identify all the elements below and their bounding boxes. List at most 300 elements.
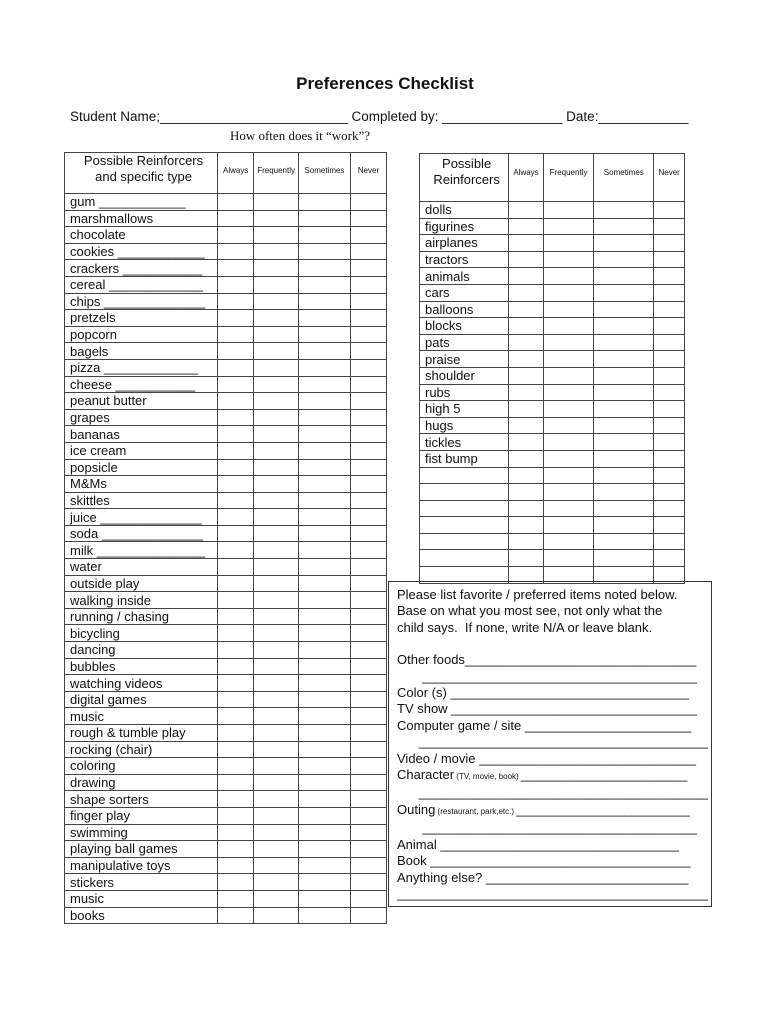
food-table-rating-cell-always[interactable] — [218, 459, 254, 476]
food-table-rating-cell-always[interactable] — [218, 675, 254, 692]
food-table-rating-cell-never[interactable] — [351, 525, 387, 542]
toy-table-rating-cell-sometimes[interactable] — [594, 284, 654, 301]
toy-table-rating-cell-always[interactable] — [509, 318, 544, 335]
toy-table-rating-cell-sometimes[interactable] — [594, 218, 654, 235]
food-table-rating-cell-never[interactable] — [351, 409, 387, 426]
food-table-rating-cell-sometimes[interactable] — [298, 675, 350, 692]
toy-table-rating-cell-frequently[interactable] — [543, 434, 593, 451]
food-table-item-label: water — [65, 559, 218, 576]
food-table-rating-cell-sometimes[interactable] — [298, 525, 350, 542]
food-table-rating-cell-always[interactable] — [218, 210, 254, 227]
food-table-item-label: M&Ms — [65, 476, 218, 493]
food-table-rating-cell-sometimes[interactable] — [298, 542, 350, 559]
food-table-rating-cell-always[interactable] — [218, 857, 254, 874]
toy-table-rating-cell-sometimes[interactable] — [594, 533, 654, 550]
food-table-rating-cell-frequently[interactable] — [254, 658, 299, 675]
toy-table-rating-cell-always[interactable] — [509, 235, 544, 252]
food-table-rating-cell-always[interactable] — [218, 243, 254, 260]
food-table-rating-cell-frequently[interactable] — [254, 359, 299, 376]
toy-table-rating-cell-never[interactable] — [654, 284, 685, 301]
food-table-rating-cell-sometimes[interactable] — [298, 492, 350, 509]
food-table-rating-cell-never[interactable] — [351, 194, 387, 211]
food-table-rating-cell-frequently[interactable] — [254, 575, 299, 592]
food-table-rating-cell-frequently[interactable] — [254, 293, 299, 310]
food-table-rating-cell-sometimes[interactable] — [298, 791, 350, 808]
food-table-rating-cell-frequently[interactable] — [254, 492, 299, 509]
food-table-rating-cell-always[interactable] — [218, 525, 254, 542]
food-table-rating-cell-always[interactable] — [218, 758, 254, 775]
toy-table-rating-cell-always[interactable] — [509, 251, 544, 268]
food-table-rating-cell-never[interactable] — [351, 476, 387, 493]
outing-field[interactable] — [397, 802, 711, 820]
food-table-rating-cell-always[interactable] — [218, 293, 254, 310]
food-table-rating-cell-always[interactable] — [218, 741, 254, 758]
food-table-rating-cell-always[interactable] — [218, 658, 254, 675]
food-table-rating-cell-frequently[interactable] — [254, 807, 299, 824]
food-table-rating-cell-always[interactable] — [218, 509, 254, 526]
food-table-rating-cell-always[interactable] — [218, 260, 254, 277]
food-table-rating-cell-never[interactable] — [351, 741, 387, 758]
toy-table-rating-cell-sometimes[interactable] — [594, 268, 654, 285]
food-table-rating-cell-frequently[interactable] — [254, 210, 299, 227]
food-table-rating-cell-never[interactable] — [351, 243, 387, 260]
toy-table-rating-cell-always[interactable] — [509, 301, 544, 318]
food-table-rating-cell-never[interactable] — [351, 575, 387, 592]
food-table-rating-cell-sometimes[interactable] — [298, 592, 350, 609]
food-table-rating-cell-frequently[interactable] — [254, 476, 299, 493]
toy-table-rating-cell-never[interactable] — [654, 533, 685, 550]
character-label: Character — [397, 767, 455, 783]
food-table-rating-cell-never[interactable] — [351, 492, 387, 509]
computer-game-field[interactable]: Computer game / site _______________________ — [397, 717, 692, 733]
food-table-rating-cell-always[interactable] — [218, 227, 254, 244]
computer-game-field-continued[interactable]: ________________________________________ — [397, 734, 708, 750]
food-table-rating-cell-never[interactable] — [351, 359, 387, 376]
toy-table-rating-cell-frequently[interactable] — [543, 384, 593, 401]
food-table-rating-cell-always[interactable] — [218, 559, 254, 576]
food-table-item-label: grapes — [65, 409, 218, 426]
toy-table-rating-cell-never[interactable] — [654, 301, 685, 318]
food-table-rating-cell-frequently[interactable] — [254, 426, 299, 443]
other-foods-field[interactable]: Other foods________________________________ — [397, 652, 697, 668]
food-table-rating-cell-frequently[interactable] — [254, 691, 299, 708]
food-table-rating-cell-never[interactable] — [351, 890, 387, 907]
book-field[interactable]: Book ____________________________________ — [397, 853, 691, 869]
food-table-rating-cell-sometimes[interactable] — [298, 841, 350, 858]
food-table-rating-cell-frequently[interactable] — [254, 442, 299, 459]
toy-table-rating-cell-frequently[interactable] — [543, 500, 593, 517]
food-table-rating-cell-never[interactable] — [351, 608, 387, 625]
food-table-rating-cell-frequently[interactable] — [254, 708, 299, 725]
food-table-rating-cell-frequently[interactable] — [254, 509, 299, 526]
toy-table-rating-cell-always[interactable] — [509, 334, 544, 351]
food-table-rating-cell-always[interactable] — [218, 625, 254, 642]
toy-table-rating-cell-never[interactable] — [654, 384, 685, 401]
food-table-rating-cell-sometimes[interactable] — [298, 874, 350, 891]
food-table-rating-cell-always[interactable] — [218, 476, 254, 493]
toy-table-rating-cell-always[interactable] — [509, 284, 544, 301]
food-table-rating-cell-sometimes[interactable] — [298, 559, 350, 576]
toy-table-rating-cell-always[interactable] — [509, 417, 544, 434]
food-table-rating-cell-frequently[interactable] — [254, 907, 299, 924]
food-table-rating-cell-sometimes[interactable] — [298, 907, 350, 924]
food-table-rating-cell-never[interactable] — [351, 376, 387, 393]
food-table-rating-cell-never[interactable] — [351, 708, 387, 725]
food-table-rating-cell-sometimes[interactable] — [298, 476, 350, 493]
toy-table-rating-cell-never[interactable] — [654, 218, 685, 235]
toy-table-rating-cell-sometimes[interactable] — [594, 318, 654, 335]
toy-table-rating-cell-frequently[interactable] — [543, 517, 593, 534]
toy-table-rating-cell-frequently[interactable] — [543, 235, 593, 252]
toy-table-rating-cell-always[interactable] — [509, 401, 544, 418]
food-table-rating-cell-never[interactable] — [351, 625, 387, 642]
food-table-rating-cell-sometimes[interactable] — [298, 642, 350, 659]
toy-table-rating-cell-frequently[interactable] — [543, 334, 593, 351]
food-table-rating-cell-always[interactable] — [218, 890, 254, 907]
toy-table-rating-cell-always[interactable] — [509, 500, 544, 517]
food-table-rating-cell-frequently[interactable] — [254, 276, 299, 293]
food-table-rating-cell-never[interactable] — [351, 426, 387, 443]
food-table-rating-cell-sometimes[interactable] — [298, 194, 350, 211]
toy-table-rating-cell-frequently[interactable] — [543, 318, 593, 335]
food-table-rating-cell-never[interactable] — [351, 293, 387, 310]
food-table-item-label: outside play — [65, 575, 218, 592]
food-table-rating-cell-never[interactable] — [351, 559, 387, 576]
toy-table-rating-cell-always[interactable] — [509, 517, 544, 534]
food-table-rating-cell-frequently[interactable] — [254, 874, 299, 891]
toy-table-rating-cell-frequently[interactable] — [543, 450, 593, 467]
food-table-rating-cell-never[interactable] — [351, 725, 387, 742]
food-table-rating-cell-never[interactable] — [351, 857, 387, 874]
food-table-rating-cell-always[interactable] — [218, 194, 254, 211]
toy-table-rating-cell-frequently[interactable] — [543, 251, 593, 268]
food-table-rating-cell-sometimes[interactable] — [298, 774, 350, 791]
toy-table-header-title: Possible — [442, 156, 492, 171]
toy-table-rating-cell-always[interactable] — [509, 367, 544, 384]
food-table-rating-cell-never[interactable] — [351, 824, 387, 841]
food-table-rating-cell-frequently[interactable] — [254, 625, 299, 642]
toy-table-rating-cell-never[interactable] — [654, 417, 685, 434]
food-table-rating-cell-sometimes[interactable] — [298, 459, 350, 476]
food-table-rating-cell-frequently[interactable] — [254, 741, 299, 758]
tv-show-field[interactable]: TV show __________________________________ — [397, 701, 698, 717]
food-table-rating-cell-never[interactable] — [351, 658, 387, 675]
food-table-rating-cell-sometimes[interactable] — [298, 409, 350, 426]
toy-table-rating-cell-frequently[interactable] — [543, 367, 593, 384]
food-table-rating-cell-always[interactable] — [218, 343, 254, 360]
toy-table-item-label: praise — [420, 351, 509, 368]
food-table-rating-cell-never[interactable] — [351, 227, 387, 244]
food-table-rating-cell-frequently[interactable] — [254, 592, 299, 609]
toy-table-rating-cell-frequently[interactable] — [543, 202, 593, 219]
toy-table-row — [420, 251, 685, 268]
food-table-rating-cell-never[interactable] — [351, 758, 387, 775]
toy-table-rating-cell-sometimes[interactable] — [594, 351, 654, 368]
food-table-rating-cell-frequently[interactable] — [254, 841, 299, 858]
food-table-rating-cell-never[interactable] — [351, 260, 387, 277]
food-table-rating-cell-never[interactable] — [351, 691, 387, 708]
toy-table-rating-cell-sometimes[interactable] — [594, 367, 654, 384]
food-table-rating-cell-frequently[interactable] — [254, 824, 299, 841]
food-table-rating-cell-always[interactable] — [218, 874, 254, 891]
toy-table-row — [420, 318, 685, 335]
food-table-rating-cell-never[interactable] — [351, 393, 387, 410]
toy-table-row — [420, 517, 685, 534]
toy-table-rating-cell-frequently[interactable] — [543, 301, 593, 318]
food-table-rating-cell-sometimes[interactable] — [298, 293, 350, 310]
food-table-rating-cell-never[interactable] — [351, 774, 387, 791]
toy-table-rating-cell-always[interactable] — [509, 202, 544, 219]
food-table-rating-cell-frequently[interactable] — [254, 393, 299, 410]
food-table-rating-cell-always[interactable] — [218, 824, 254, 841]
food-table-rating-cell-always[interactable] — [218, 442, 254, 459]
food-table-rating-cell-always[interactable] — [218, 426, 254, 443]
food-table-rating-cell-never[interactable] — [351, 542, 387, 559]
food-table-rating-cell-always[interactable] — [218, 492, 254, 509]
food-table-rating-cell-always[interactable] — [218, 642, 254, 659]
food-table-rating-cell-frequently[interactable] — [254, 376, 299, 393]
outing-field-continued[interactable]: ______________________________________ — [397, 820, 698, 836]
toy-table-rating-cell-always[interactable] — [509, 450, 544, 467]
food-table-rating-cell-always[interactable] — [218, 807, 254, 824]
food-table-rating-cell-always[interactable] — [218, 326, 254, 343]
food-table-rating-cell-always[interactable] — [218, 725, 254, 742]
food-table-rating-cell-sometimes[interactable] — [298, 608, 350, 625]
food-table-item-label: music — [65, 708, 218, 725]
food-table-rating-cell-never[interactable] — [351, 874, 387, 891]
toy-table-rating-cell-frequently[interactable] — [543, 218, 593, 235]
toy-table-rating-cell-never[interactable] — [654, 450, 685, 467]
toy-table-rating-cell-never[interactable] — [654, 517, 685, 534]
food-table-rating-cell-never[interactable] — [351, 326, 387, 343]
toy-table-rating-cell-never[interactable] — [654, 351, 685, 368]
food-table-rating-cell-always[interactable] — [218, 393, 254, 410]
anything-else-field[interactable]: Anything else? ____________________________ — [397, 869, 689, 885]
toy-table-rating-cell-never[interactable] — [654, 334, 685, 351]
food-table-item-label: peanut butter — [65, 393, 218, 410]
food-table-rating-cell-sometimes[interactable] — [298, 426, 350, 443]
toy-table-rating-cell-always[interactable] — [509, 218, 544, 235]
toy-table-rating-cell-never[interactable] — [654, 367, 685, 384]
food-table-rating-cell-frequently[interactable] — [254, 326, 299, 343]
toy-table-rating-cell-never[interactable] — [654, 268, 685, 285]
food-table-header-item — [65, 153, 218, 194]
toy-table-rating-cell-always[interactable] — [509, 434, 544, 451]
food-table-rating-cell-frequently[interactable] — [254, 559, 299, 576]
other-foods-field-continued[interactable]: ______________________________________ — [397, 668, 698, 684]
food-table-rating-cell-frequently[interactable] — [254, 194, 299, 211]
toy-table-rating-cell-sometimes[interactable] — [594, 467, 654, 484]
food-table-rating-cell-sometimes[interactable] — [298, 243, 350, 260]
toy-table-row — [420, 550, 685, 567]
food-table-rating-cell-always[interactable] — [218, 841, 254, 858]
toy-table-rating-cell-sometimes[interactable] — [594, 334, 654, 351]
food-table-rating-cell-frequently[interactable] — [254, 525, 299, 542]
food-table-rating-cell-never[interactable] — [351, 675, 387, 692]
food-table-rating-cell-sometimes[interactable] — [298, 824, 350, 841]
food-table-rating-cell-always[interactable] — [218, 575, 254, 592]
food-table-rating-cell-frequently[interactable] — [254, 343, 299, 360]
animal-field[interactable]: Animal _________________________________ — [397, 836, 679, 852]
food-table-rating-cell-never[interactable] — [351, 310, 387, 327]
toy-table-rating-cell-sometimes[interactable] — [594, 500, 654, 517]
food-table-rating-cell-never[interactable] — [351, 907, 387, 924]
food-table-rating-cell-frequently[interactable] — [254, 675, 299, 692]
food-table-rating-cell-sometimes[interactable] — [298, 807, 350, 824]
food-table-rating-cell-never[interactable] — [351, 592, 387, 609]
toy-table-rating-cell-frequently[interactable] — [543, 401, 593, 418]
food-table-rating-cell-frequently[interactable] — [254, 227, 299, 244]
food-table-rating-cell-never[interactable] — [351, 459, 387, 476]
toy-table-rating-cell-always[interactable] — [509, 484, 544, 501]
food-table-rating-cell-always[interactable] — [218, 592, 254, 609]
toy-table-rating-cell-never[interactable] — [654, 434, 685, 451]
toy-table-rating-cell-never[interactable] — [654, 401, 685, 418]
food-table-rating-cell-sometimes[interactable] — [298, 227, 350, 244]
food-table-rating-cell-always[interactable] — [218, 276, 254, 293]
food-table-rating-cell-always[interactable] — [218, 608, 254, 625]
food-table-rating-cell-never[interactable] — [351, 509, 387, 526]
toy-table-rating-cell-sometimes[interactable] — [594, 450, 654, 467]
food-table-rating-cell-sometimes[interactable] — [298, 890, 350, 907]
food-table-row — [65, 691, 387, 708]
toy-table-rating-cell-frequently[interactable] — [543, 550, 593, 567]
food-table-rating-cell-frequently[interactable] — [254, 758, 299, 775]
toy-table-rating-cell-frequently[interactable] — [543, 268, 593, 285]
food-table-rating-cell-sometimes[interactable] — [298, 758, 350, 775]
toy-table-rating-cell-sometimes[interactable] — [594, 251, 654, 268]
food-table-rating-cell-frequently[interactable] — [254, 459, 299, 476]
food-table-rating-cell-sometimes[interactable] — [298, 708, 350, 725]
toy-table-rating-cell-never[interactable] — [654, 202, 685, 219]
color-field[interactable]: Color (s) _________________________________ — [397, 685, 690, 701]
food-table-rating-cell-frequently[interactable] — [254, 608, 299, 625]
food-table-rating-cell-never[interactable] — [351, 343, 387, 360]
toy-table-rating-cell-sometimes[interactable] — [594, 550, 654, 567]
food-table-rating-cell-sometimes[interactable] — [298, 276, 350, 293]
food-table-rating-cell-sometimes[interactable] — [298, 343, 350, 360]
toy-table-rating-cell-never[interactable] — [654, 484, 685, 501]
toy-table-rating-cell-always[interactable] — [509, 268, 544, 285]
food-table-rating-cell-sometimes[interactable] — [298, 658, 350, 675]
toy-table-rating-cell-frequently[interactable] — [543, 417, 593, 434]
toy-table-rating-cell-frequently[interactable] — [543, 284, 593, 301]
toy-table-rating-cell-sometimes[interactable] — [594, 202, 654, 219]
food-table-rating-cell-always[interactable] — [218, 376, 254, 393]
toy-table-rating-cell-always[interactable] — [509, 384, 544, 401]
food-table-rating-cell-never[interactable] — [351, 276, 387, 293]
food-table-rating-cell-always[interactable] — [218, 791, 254, 808]
food-table-rating-cell-sometimes[interactable] — [298, 575, 350, 592]
food-table-rating-cell-sometimes[interactable] — [298, 691, 350, 708]
food-table-rating-cell-never[interactable] — [351, 791, 387, 808]
food-table-rating-cell-frequently[interactable] — [254, 857, 299, 874]
food-table-rating-cell-always[interactable] — [218, 708, 254, 725]
food-table-rating-cell-always[interactable] — [218, 907, 254, 924]
food-table-rating-cell-never[interactable] — [351, 807, 387, 824]
food-table-rating-cell-sometimes[interactable] — [298, 442, 350, 459]
food-table-rating-cell-always[interactable] — [218, 310, 254, 327]
toy-table-rating-cell-always[interactable] — [509, 533, 544, 550]
food-table-rating-cell-sometimes[interactable] — [298, 210, 350, 227]
toy-table-rating-cell-sometimes[interactable] — [594, 517, 654, 534]
food-table-rating-cell-frequently[interactable] — [254, 890, 299, 907]
food-table-rating-cell-frequently[interactable] — [254, 243, 299, 260]
food-table-rating-cell-never[interactable] — [351, 642, 387, 659]
food-table-rating-cell-always[interactable] — [218, 542, 254, 559]
video-movie-field[interactable]: Video / movie ______________________________ — [397, 750, 697, 766]
food-table-rating-cell-never[interactable] — [351, 210, 387, 227]
food-table-rating-cell-frequently[interactable] — [254, 774, 299, 791]
anything-else-field-continued[interactable]: ___________________________________________ — [397, 885, 708, 901]
toy-table-rating-cell-never[interactable] — [654, 467, 685, 484]
toy-table-rating-cell-never[interactable] — [654, 500, 685, 517]
toy-table-rating-cell-sometimes[interactable] — [594, 301, 654, 318]
food-table-rating-cell-never[interactable] — [351, 841, 387, 858]
food-table-rating-cell-frequently[interactable] — [254, 260, 299, 277]
toy-table-rating-cell-always[interactable] — [509, 351, 544, 368]
food-table-rating-cell-sometimes[interactable] — [298, 393, 350, 410]
food-table-rating-cell-sometimes[interactable] — [298, 741, 350, 758]
food-table-rating-cell-sometimes[interactable] — [298, 509, 350, 526]
food-table-rating-cell-sometimes[interactable] — [298, 625, 350, 642]
toy-table-rating-cell-frequently[interactable] — [543, 467, 593, 484]
food-table-rating-cell-always[interactable] — [218, 774, 254, 791]
toy-table-item-label — [420, 484, 509, 501]
toy-table-rating-cell-never[interactable] — [654, 550, 685, 567]
food-table-rating-cell-sometimes[interactable] — [298, 857, 350, 874]
food-table-rating-cell-never[interactable] — [351, 442, 387, 459]
food-table-rating-cell-sometimes[interactable] — [298, 326, 350, 343]
food-table-rating-cell-sometimes[interactable] — [298, 260, 350, 277]
food-table-rating-cell-frequently[interactable] — [254, 310, 299, 327]
toy-table-rating-cell-always[interactable] — [509, 467, 544, 484]
food-table-row — [65, 194, 387, 211]
toy-table-rating-cell-sometimes[interactable] — [594, 434, 654, 451]
food-table-rating-cell-frequently[interactable] — [254, 542, 299, 559]
toy-table-item-label — [420, 550, 509, 567]
food-table-rating-cell-frequently[interactable] — [254, 409, 299, 426]
character-field[interactable] — [397, 767, 711, 785]
food-table-rating-cell-always[interactable] — [218, 691, 254, 708]
toy-table-column-header-sometimes: Sometimes — [594, 154, 654, 202]
toy-table-rating-cell-always[interactable] — [509, 550, 544, 567]
character-field-continued[interactable]: ________________________________________ — [397, 785, 708, 801]
food-table-rating-cell-always[interactable] — [218, 409, 254, 426]
toy-table-rating-cell-frequently[interactable] — [543, 351, 593, 368]
toy-table-rating-cell-frequently[interactable] — [543, 533, 593, 550]
toy-table-rating-cell-never[interactable] — [654, 251, 685, 268]
toy-table-row — [420, 301, 685, 318]
food-table-rating-cell-sometimes[interactable] — [298, 359, 350, 376]
toy-table-rating-cell-sometimes[interactable] — [594, 384, 654, 401]
toy-table-rating-cell-never[interactable] — [654, 318, 685, 335]
food-table-rating-cell-sometimes[interactable] — [298, 310, 350, 327]
food-table-rating-cell-always[interactable] — [218, 359, 254, 376]
food-table-rating-cell-sometimes[interactable] — [298, 725, 350, 742]
toy-table-rating-cell-never[interactable] — [654, 235, 685, 252]
food-table-rating-cell-frequently[interactable] — [254, 725, 299, 742]
toy-table-rating-cell-sometimes[interactable] — [594, 401, 654, 418]
toy-table-rating-cell-sometimes[interactable] — [594, 235, 654, 252]
food-table-rating-cell-frequently[interactable] — [254, 791, 299, 808]
food-table-rating-cell-sometimes[interactable] — [298, 376, 350, 393]
food-table-column-header-always: Always — [218, 153, 254, 194]
toy-table-rating-cell-sometimes[interactable] — [594, 484, 654, 501]
toy-table-rating-cell-frequently[interactable] — [543, 484, 593, 501]
toy-table-rating-cell-sometimes[interactable] — [594, 417, 654, 434]
food-table-rating-cell-frequently[interactable] — [254, 642, 299, 659]
